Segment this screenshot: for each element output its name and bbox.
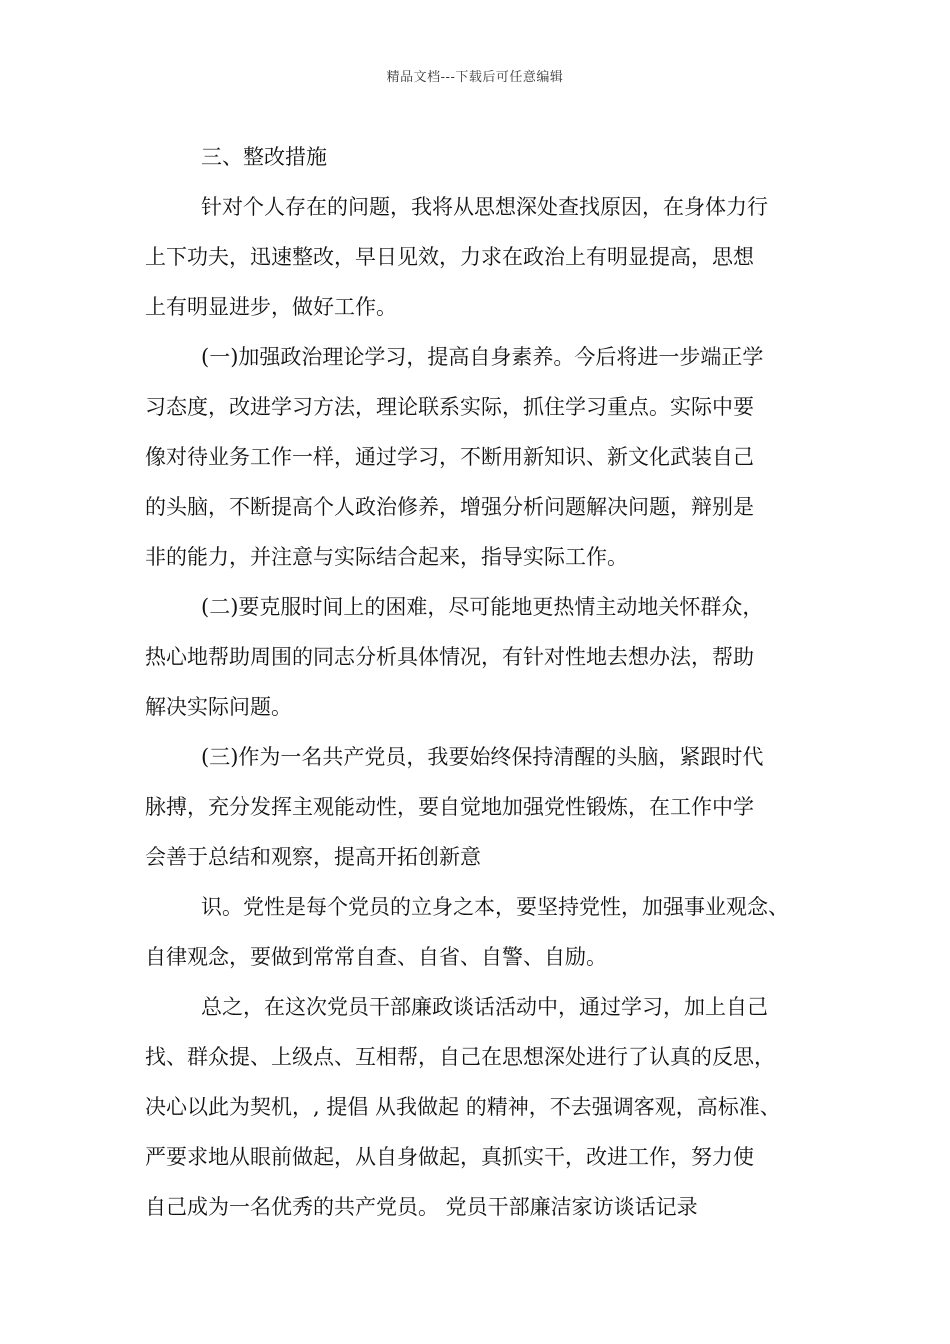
paragraph-line: (三)作为一名共产党员，我要始终保持清醒的头脑，紧跟时代 <box>201 745 764 769</box>
paragraph-line: 针对个人存在的问题，我将从思想深处查找原因，在身体力行 <box>201 195 768 219</box>
paragraph-line: 脉搏，充分发挥主观能动性，要自觉地加强党性锻炼，在工作中学 <box>145 795 754 819</box>
paragraph-line: 上有明显进步，做好工作。 <box>145 295 397 319</box>
paragraph-line: 会善于总结和观察，提高开拓创新意 <box>145 845 481 869</box>
paragraph-line: 热心地帮助周围的同志分析具体情况，有针对性地去想办法，帮助 <box>145 645 754 669</box>
page-header: 精品文档---下载后可任意编辑 <box>386 70 564 85</box>
paragraph-line: (一)加强政治理论学习，提高自身素养。今后将进一步端正学 <box>201 345 764 369</box>
paragraph-line: 自律观念，要做到常常自查、自省、自警、自励。 <box>145 945 607 969</box>
paragraph-line: 的头脑，不断提高个人政治修养，增强分析问题解决问题，辩别是 <box>145 495 754 519</box>
document-body <box>145 132 810 1232</box>
paragraph-line: 总之，在这次党员干部廉政谈话活动中，通过学习，加上自己 <box>201 995 768 1019</box>
section-heading: 三、整改措施 <box>201 145 327 169</box>
paragraph-line: 解决实际问题。 <box>145 695 292 719</box>
paragraph-line: 习态度，改进学习方法，理论联系实际，抓住学习重点。实际中要 <box>145 395 754 419</box>
paragraph-line: 找、群众提、上级点、互相帮，自己在思想深处进行了认真的反思， <box>145 1045 775 1069</box>
paragraph-line: 决心以此为契机，, 提倡 从我做起 的精神，不去强调客观，高标准、 <box>145 1095 781 1119</box>
paragraph-line: (二)要克服时间上的困难，尽可能地更热情主动地关怀群众， <box>201 595 764 619</box>
paragraph-line: 非的能力，并注意与实际结合起来，指导实际工作。 <box>145 545 628 569</box>
paragraph-line: 识。党性是每个党员的立身之本，要坚持党性，加强事业观念、 <box>201 895 789 919</box>
paragraph-line: 像对待业务工作一样，通过学习，不断用新知识、新文化武装自己 <box>145 445 754 469</box>
paragraph-line: 上下功夫，迅速整改，早日见效，力求在政治上有明显提高，思想 <box>145 245 754 269</box>
paragraph-line: 自己成为一名优秀的共产党员。 党员干部廉洁家访谈话记录 <box>145 1195 698 1219</box>
paragraph-line: 严要求地从眼前做起，从自身做起，真抓实干，改进工作，努力使 <box>145 1145 754 1169</box>
